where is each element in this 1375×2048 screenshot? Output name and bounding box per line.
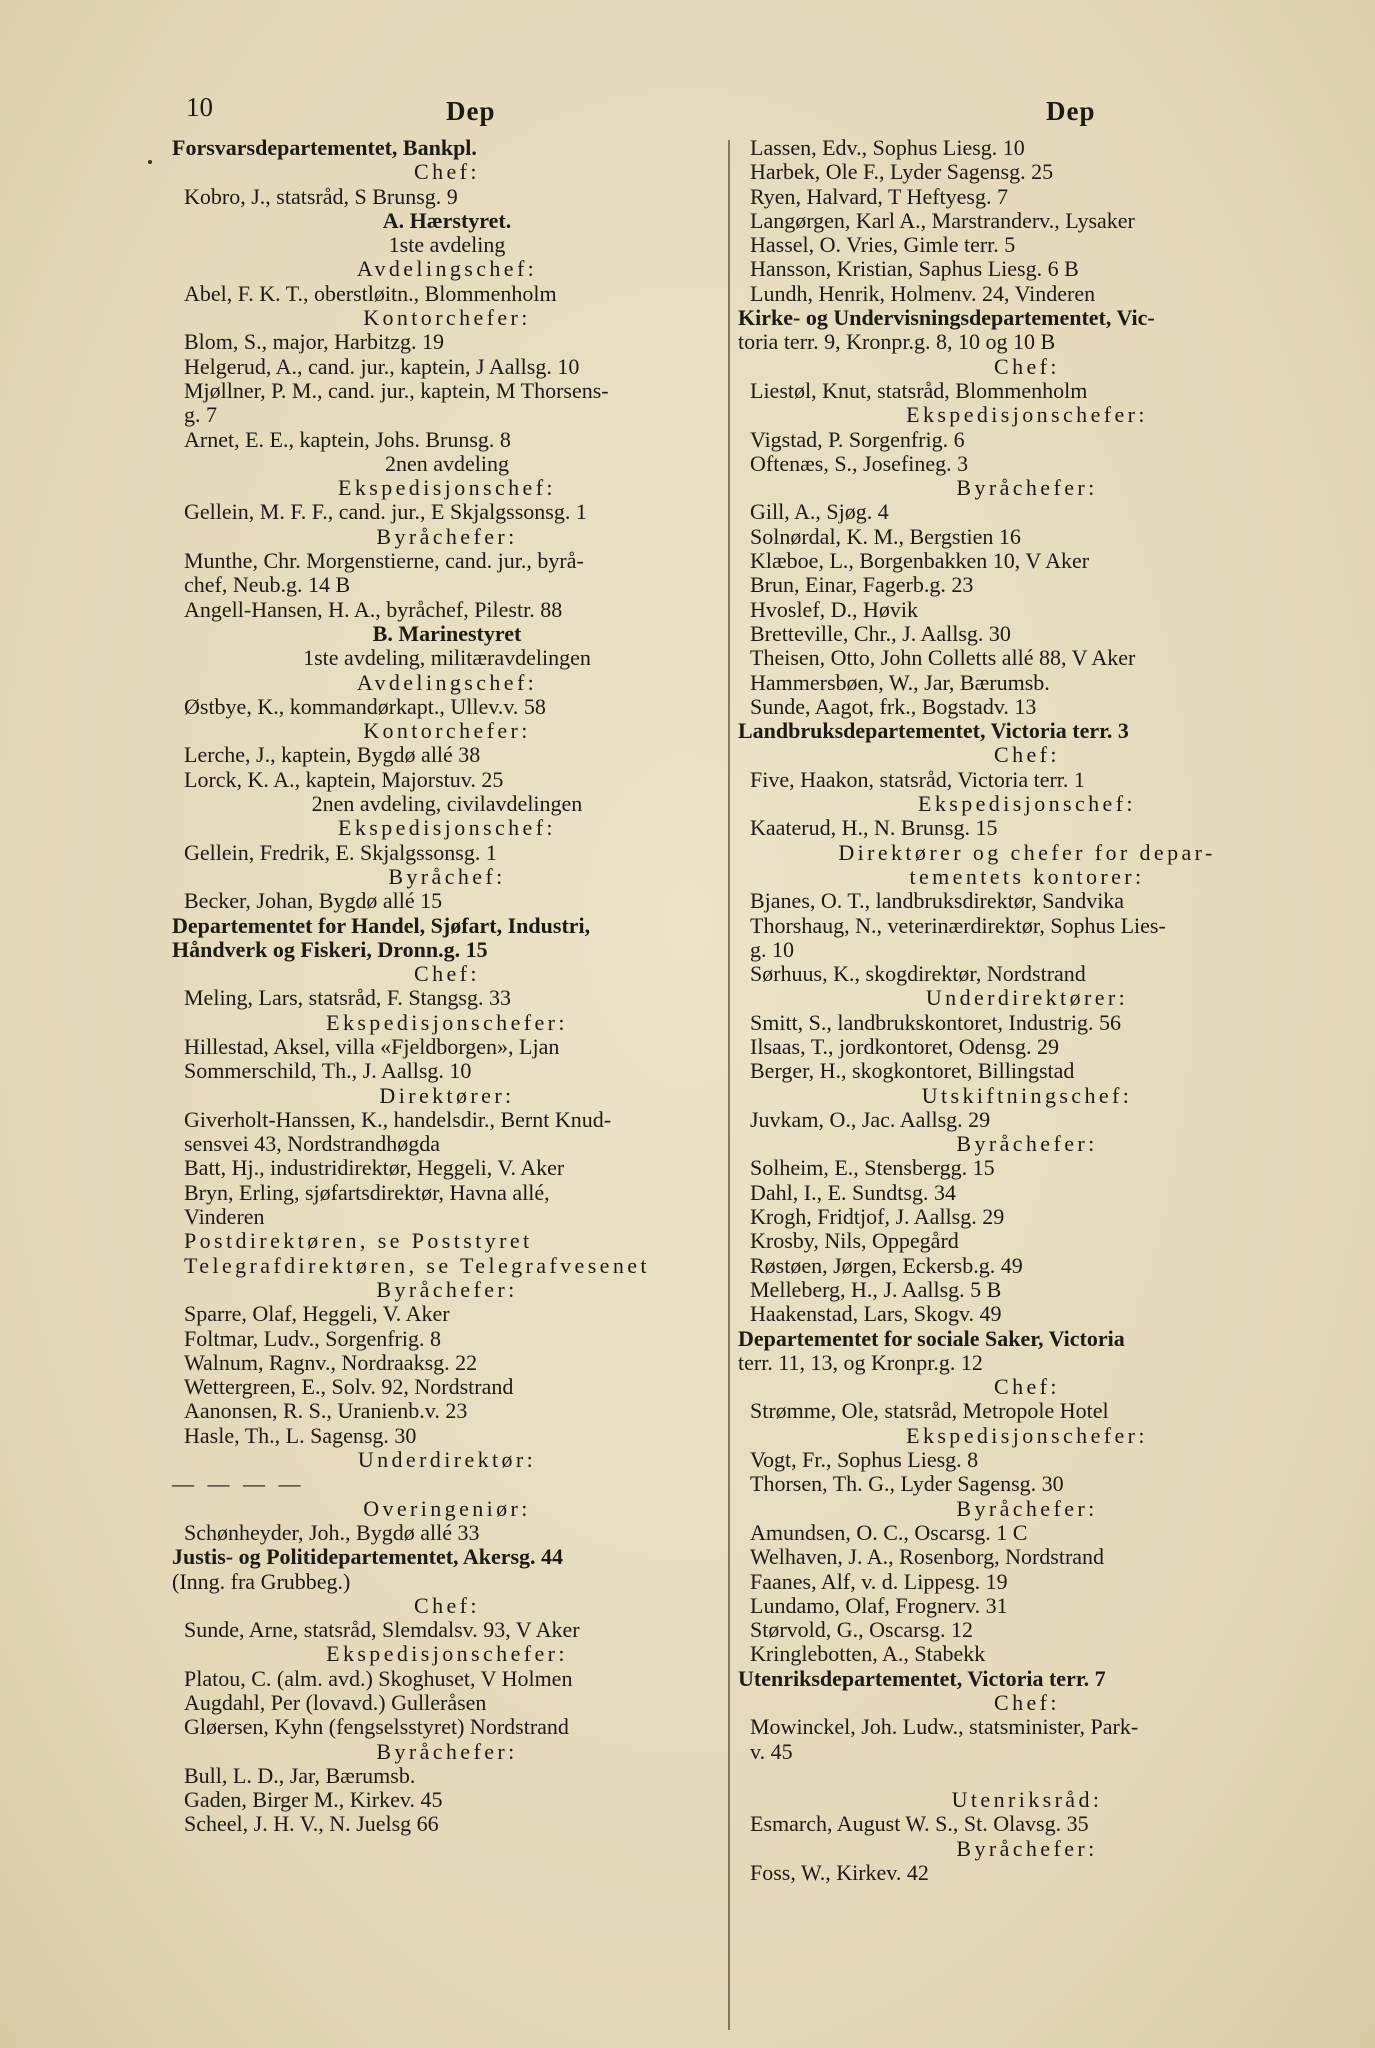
entry-line: Kringlebotten, A., Stabekk bbox=[750, 1641, 986, 1667]
subsection-heading: 2nen avdeling bbox=[384, 450, 510, 476]
entry-line: Sørhuus, K., skogdirektør, Nordstrand bbox=[750, 961, 1086, 987]
entry-line: Bull, L. D., Jar, Bærumsb. bbox=[184, 1762, 416, 1788]
subsection-heading: 1ste avdeling bbox=[388, 232, 506, 258]
entry-line: Størvold, G., Oscarsg. 12 bbox=[750, 1617, 974, 1643]
entry-continuation: g. 10 bbox=[750, 936, 794, 962]
entry-line: Solnørdal, K. M., Bergstien 16 bbox=[750, 523, 1021, 549]
role-heading: Byråchefer: bbox=[956, 1131, 1098, 1157]
entry-line: Walnum, Ragnv., Nordraaksg. 22 bbox=[184, 1349, 478, 1375]
department-heading: terr. 11, 13, og Kronpr.g. 12 bbox=[738, 1349, 983, 1375]
running-head-right: Dep bbox=[1046, 96, 1096, 126]
entry-line: Strømme, Ole, statsråd, Metropole Hotel bbox=[750, 1398, 1109, 1424]
entry-line: Telegrafdirektøren, se Telegrafvesenet bbox=[184, 1252, 650, 1278]
role-heading: Chef: bbox=[994, 1690, 1060, 1715]
role-heading: Ekspedisjonschefer: bbox=[326, 1641, 568, 1667]
entry-line: Brun, Einar, Fagerb.g. 23 bbox=[750, 572, 974, 598]
role-heading: Chef: bbox=[414, 961, 480, 987]
entry-line: Aanonsen, R. S., Uranienb.v. 23 bbox=[184, 1398, 468, 1424]
entry-line: Arnet, E. E., kaptein, Johs. Brunsg. 8 bbox=[184, 426, 511, 452]
entry-line: Gellein, Fredrik, E. Skjalgssonsg. 1 bbox=[184, 839, 497, 865]
role-heading: Direktører og chefer for depar- bbox=[838, 839, 1216, 865]
role-heading: Ekspedisjonschefer: bbox=[326, 1009, 568, 1035]
role-heading: Utskiftningschef: bbox=[921, 1082, 1133, 1108]
role-heading: Direktører: bbox=[379, 1082, 515, 1108]
entry-line: Kobro, J., statsråd, S Brunsg. 9 bbox=[184, 183, 458, 209]
entry-line: Liestøl, Knut, statsråd, Blommenholm bbox=[750, 377, 1088, 403]
entry-line: Foltmar, Ludv., Sorgenfrig. 8 bbox=[184, 1325, 441, 1351]
entry-line: Postdirektøren, se Poststyret bbox=[184, 1228, 533, 1254]
entry-line: Haakenstad, Lars, Skogv. 49 bbox=[750, 1301, 1002, 1327]
right-column bbox=[738, 136, 1316, 1885]
running-head-left: Dep bbox=[446, 96, 496, 126]
entry-line: Augdahl, Per (lovavd.) Gulleråsen bbox=[184, 1690, 487, 1715]
column-divider bbox=[728, 140, 730, 2030]
entry-line: Five, Haakon, statsråd, Victoria terr. 1 bbox=[750, 766, 1085, 792]
entry-line: Sunde, Aagot, frk., Bogstadv. 13 bbox=[750, 693, 1037, 719]
department-heading: (Inng. fra Grubbeg.) bbox=[172, 1568, 351, 1594]
entry-line: Munthe, Chr. Morgenstierne, cand. jur., byrå- bbox=[184, 548, 584, 574]
role-heading: Byråchefer: bbox=[956, 1835, 1098, 1861]
entry-line: Lassen, Edv., Sophus Liesg. 10 bbox=[750, 135, 1025, 160]
entry-line: Melleberg, H., J. Aallsg. 5 B bbox=[750, 1276, 1002, 1302]
department-heading: Landbruksdepartementet, Victoria terr. 3 bbox=[738, 718, 1129, 744]
role-heading: Underdirektører: bbox=[925, 985, 1129, 1011]
entry-line: Lundamo, Olaf, Frognerv. 31 bbox=[750, 1592, 1008, 1618]
entry-line: Hammersbøen, W., Jar, Bærumsb. bbox=[750, 669, 1050, 695]
department-heading: Departementet for sociale Saker, Victoria bbox=[738, 1325, 1125, 1351]
entry-line: Oftenæs, S., Josefineg. 3 bbox=[750, 450, 969, 476]
entry-line: Vigstad, P. Sorgenfrig. 6 bbox=[750, 426, 965, 452]
entry-line: Helgerud, A., cand. jur., kaptein, J Aallsg. 10 bbox=[184, 353, 580, 379]
entry-line: Wettergreen, E., Solv. 92, Nordstrand bbox=[184, 1374, 514, 1400]
entry-line: Juvkam, O., Jac. Aallsg. 29 bbox=[750, 1106, 991, 1132]
page-number: 10 bbox=[186, 92, 213, 122]
role-heading: Underdirektør: bbox=[357, 1447, 537, 1473]
entry-line: Batt, Hj., industridirektør, Heggeli, V. Aker bbox=[184, 1155, 565, 1181]
entry-line: Klæboe, L., Borgenbakken 10, V Aker bbox=[750, 548, 1090, 574]
entry-continuation: v. 45 bbox=[750, 1738, 793, 1764]
role-heading: Chef: bbox=[994, 742, 1060, 768]
role-heading: Chef: bbox=[994, 353, 1060, 379]
role-heading: Kontorchefer: bbox=[363, 305, 531, 331]
ink-speck bbox=[148, 160, 152, 164]
entry-continuation: sensvei 43, Nordstrandhøgda bbox=[184, 1131, 441, 1157]
role-heading: Byråchefer: bbox=[956, 475, 1098, 501]
entry-line: Gellein, M. F. F., cand. jur., E Skjalgssonsg. 1 bbox=[184, 499, 587, 525]
role-heading: Byråchefer: bbox=[376, 523, 518, 549]
entry-line: Østbye, K., kommandørkapt., Ullev.v. 58 bbox=[184, 693, 546, 719]
entry-line: Gill, A., Sjøg. 4 bbox=[750, 499, 889, 525]
entry-line: Amundsen, O. C., Oscarsg. 1 C bbox=[750, 1519, 1028, 1545]
entry-line: Lerche, J., kaptein, Bygdø allé 38 bbox=[184, 742, 481, 768]
entry-line: Bryn, Erling, sjøfartsdirektør, Havna allé, bbox=[184, 1179, 550, 1205]
role-heading: Byråchefer: bbox=[376, 1276, 518, 1302]
entry-line: Gaden, Birger M., Kirkev. 45 bbox=[184, 1787, 443, 1813]
entry-line: Becker, Johan, Bygdø allé 15 bbox=[184, 888, 443, 914]
entry-line: Mjøllner, P. M., cand. jur., kaptein, M Thorsens- bbox=[184, 377, 609, 403]
role-heading: Overingeniør: bbox=[363, 1495, 531, 1521]
entry-continuation: chef, Neub.g. 14 B bbox=[184, 572, 351, 598]
entry-line: Bretteville, Chr., J. Aallsg. 30 bbox=[750, 620, 1011, 646]
entry-line: Hansson, Kristian, Saphus Liesg. 6 B bbox=[750, 256, 1079, 282]
entry-line: Foss, W., Kirkev. 42 bbox=[750, 1860, 929, 1886]
entry-line: Meling, Lars, statsråd, F. Stangsg. 33 bbox=[184, 985, 511, 1011]
entry-line: Ryen, Halvard, T Heftyesg. 7 bbox=[750, 183, 1008, 209]
role-heading: Byråchefer: bbox=[956, 1495, 1098, 1521]
role-heading: Avdelingschef: bbox=[356, 669, 538, 695]
entry-line: Ilsaas, T., jordkontoret, Odensg. 29 bbox=[750, 1033, 1059, 1059]
entry-line: Faanes, Alf, v. d. Lippesg. 19 bbox=[750, 1568, 1008, 1594]
entry-line: Dahl, I., E. Sundtsg. 34 bbox=[750, 1179, 956, 1205]
entry-line: Langørgen, Karl A., Marstranderv., Lysaker bbox=[750, 207, 1135, 233]
department-heading: Departementet for Handel, Sjøfart, Industri, bbox=[172, 912, 591, 938]
role-heading: Ekspedisjonschef: bbox=[918, 791, 1136, 817]
role-heading: Ekspedisjonschef: bbox=[338, 815, 556, 841]
role-heading: Chef: bbox=[994, 1374, 1060, 1400]
entry-line: Giverholt-Hanssen, K., handelsdir., Bernt Knud- bbox=[184, 1106, 612, 1132]
entry-line: Sparre, Olaf, Heggeli, V. Aker bbox=[184, 1301, 450, 1327]
entry-line: Gløersen, Kyhn (fengselsstyret) Nordstrand bbox=[184, 1714, 569, 1740]
department-heading: Justis- og Politidepartementet, Akersg. 44 bbox=[172, 1544, 564, 1570]
entry-line: Hvoslef, D., Høvik bbox=[750, 596, 919, 622]
role-heading: Kontorchefer: bbox=[363, 718, 531, 744]
entry-line: Berger, H., skogkontoret, Billingstad bbox=[750, 1058, 1075, 1084]
entry-line: Schønheyder, Joh., Bygdø allé 33 bbox=[184, 1519, 480, 1545]
department-heading: Kirke- og Undervisningsdepartementet, Vic- bbox=[738, 305, 1155, 331]
department-heading: Utenriksdepartementet, Victoria terr. 7 bbox=[738, 1665, 1106, 1691]
role-heading: Ekspedisjonschefer: bbox=[906, 1422, 1148, 1448]
entry-line: Hillestad, Aksel, villa «Fjeldborgen», Ljan bbox=[184, 1033, 560, 1059]
entry-line: Thorshaug, N., veterinærdirektør, Sophus Lies- bbox=[750, 912, 1166, 938]
entry-line: Thorsen, Th. G., Lyder Sagensg. 30 bbox=[750, 1471, 1064, 1497]
role-heading: Chef: bbox=[414, 1592, 480, 1618]
entry-line: Esmarch, August W. S., St. Olavsg. 35 bbox=[750, 1811, 1089, 1837]
entry-line: Solheim, E., Stensbergg. 15 bbox=[750, 1155, 995, 1181]
role-heading: Avdelingschef: bbox=[356, 256, 538, 282]
subsection-heading: 2nen avdeling, civilavdelingen bbox=[311, 791, 583, 817]
role-heading: Chef: bbox=[414, 159, 480, 185]
left-column bbox=[172, 136, 722, 1837]
entry-line: Hasle, Th., L. Sagensg. 30 bbox=[184, 1422, 417, 1448]
section-heading: B. Marinestyret bbox=[372, 620, 522, 646]
entry-line: Krogh, Fridtjof, J. Aallsg. 29 bbox=[750, 1204, 1005, 1230]
entry-continuation: Vinderen bbox=[184, 1204, 265, 1230]
entry-line: Hassel, O. Vries, Gimle terr. 5 bbox=[750, 232, 1016, 258]
entry-line: Angell-Hansen, H. A., byråchef, Pilestr. 88 bbox=[184, 596, 563, 622]
entry-continuation: g. 7 bbox=[184, 402, 217, 428]
department-heading: toria terr. 9, Kronpr.g. 8, 10 og 10 B bbox=[738, 329, 1056, 355]
entry-line: Bjanes, O. T., landbruksdirektør, Sandvika bbox=[750, 888, 1125, 914]
entry-line: Welhaven, J. A., Rosenborg, Nordstrand bbox=[750, 1544, 1105, 1570]
entry-line: Vogt, Fr., Sophus Liesg. 8 bbox=[750, 1447, 979, 1473]
entry-line: Krosby, Nils, Oppegård bbox=[750, 1228, 959, 1254]
entry-line: Platou, C. (alm. avd.) Skoghuset, V Holmen bbox=[184, 1665, 573, 1691]
role-heading: tementets kontorer: bbox=[909, 863, 1145, 889]
entry-line: Lundh, Henrik, Holmenv. 24, Vinderen bbox=[750, 280, 1096, 306]
entry-line: Blom, S., major, Harbitzg. 19 bbox=[184, 329, 445, 355]
role-heading: Ekspedisjonschefer: bbox=[906, 402, 1148, 428]
role-heading: Ekspedisjonschef: bbox=[338, 475, 556, 501]
blank-line bbox=[738, 1764, 1316, 1788]
department-heading: Håndverk og Fiskeri, Dronn.g. 15 bbox=[172, 936, 488, 962]
role-heading: Utenriksråd: bbox=[951, 1787, 1103, 1813]
entry-line: Harbek, Ole F., Lyder Sagensg. 25 bbox=[750, 159, 1054, 185]
entry-line: Smitt, S., landbrukskontoret, Industrig. 56 bbox=[750, 1009, 1121, 1035]
entry-line: Scheel, J. H. V., N. Juelsg 66 bbox=[184, 1811, 439, 1837]
entry-line: Theisen, Otto, John Colletts allé 88, V Aker bbox=[750, 645, 1136, 671]
entry-line: Mowinckel, Joh. Ludw., statsminister, Park- bbox=[750, 1714, 1139, 1740]
subsection-heading: 1ste avdeling, militæravdelingen bbox=[303, 645, 591, 671]
entry-line: Sommerschild, Th., J. Aallsg. 10 bbox=[184, 1058, 472, 1084]
entry-line: Kaaterud, H., N. Brunsg. 15 bbox=[750, 815, 998, 841]
vacant-position-dash: — — — — bbox=[172, 1471, 305, 1497]
entry-line: Sunde, Arne, statsråd, Slemdalsv. 93, V Aker bbox=[184, 1617, 580, 1643]
entry-line: Lorck, K. A., kaptein, Majorstuv. 25 bbox=[184, 766, 504, 792]
role-heading: Byråchefer: bbox=[376, 1738, 518, 1764]
section-heading: A. Hærstyret. bbox=[382, 207, 512, 233]
role-heading: Byråchef: bbox=[388, 863, 506, 889]
entry-line: Abel, F. K. T., oberstløitn., Blommenholm bbox=[184, 280, 557, 306]
entry-line: Røstøen, Jørgen, Eckersb.g. 49 bbox=[750, 1252, 1023, 1278]
department-heading: Forsvarsdepartementet, Bankpl. bbox=[172, 135, 477, 160]
